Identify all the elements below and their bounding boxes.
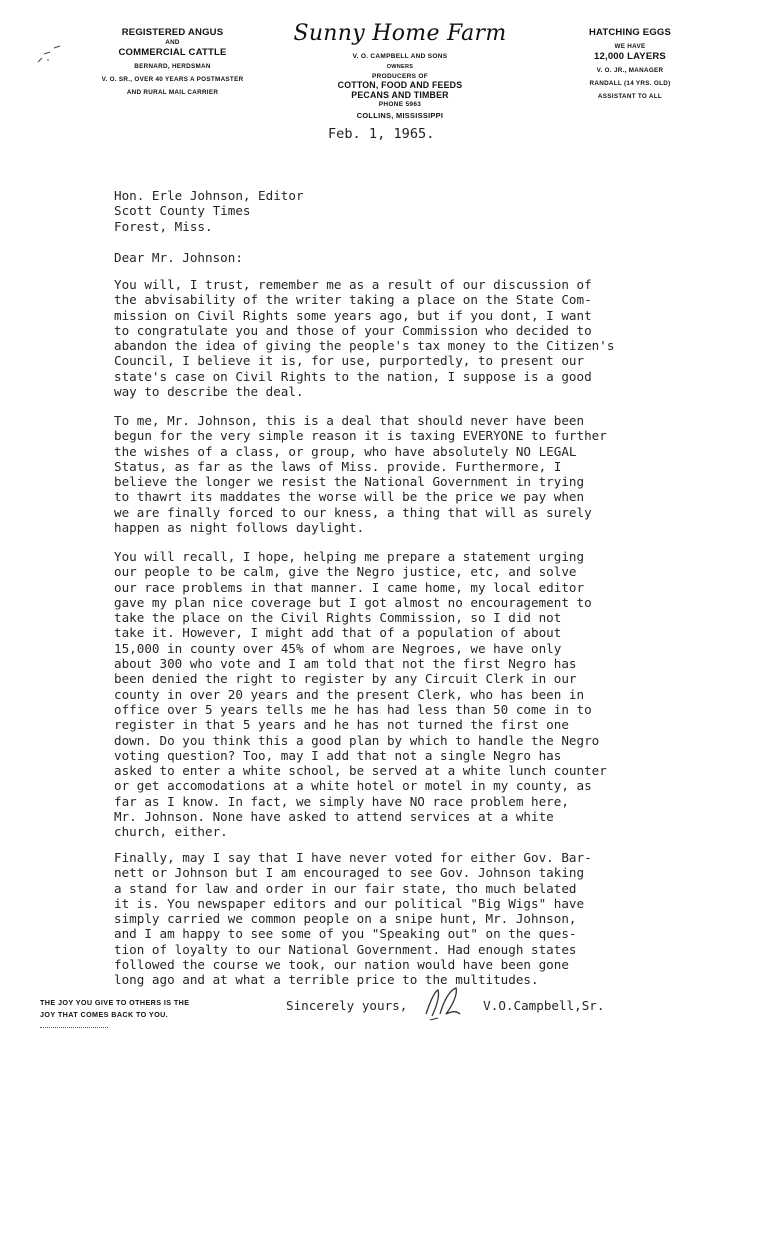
paragraph-2: To me, Mr. Johnson, this is a deal that should never have been begun for the very simple reason it is taxing EVERYONE to further the wishes of a class, or group, who have absolutely NO LEGAL Status, as far as the laws of Miss. provide. Furthermore, I believe the longer we resist the National Government in trying to thawrt its maddates the worse will be the price we pay when we are finally forced to our kness, a thing that will as surely happen as night follows daylight. <box>114 413 607 536</box>
letterhead-left-line5: V. O. SR., OVER 40 YEARS A POSTMASTER <box>101 76 244 83</box>
products-line2: PECANS AND TIMBER <box>351 89 449 100</box>
letterhead-right-line3: 12,000 LAYERS <box>594 51 666 62</box>
paragraph-3: You will recall, I hope, helping me prepare a statement urging our people to be calm, give the Negro justice, etc, and solve our race problems in that manner. I came home, my local editor gave my plan nice coverage but I got almost no encouragement to take the place on the Civil Rights Commission, so I did not take it. However, I might add that of a population of about 15,000 in county over 45% of whom are Negroes, we have only about 300 who vote and I am told that not the first Negro has been denied the right to register by any Circuit Clerk in our county in over 20 years and the present Clerk, who has been in office over 5 years tells me he has had less than 50 come in to register in that 5 years and he has not turned the first one down. Do you think this a good plan by which to handle the Negro voting question? Too, may I add that not a single Negro has asked to enter a white school, be served at a white lunch counter or get accomodations at a white hotel or motel in my county, as far as I know. In fact, we simply have NO race problem here, Mr. Johnson. None have asked to attend services at a white church, either. <box>114 549 607 840</box>
closing-line <box>286 998 706 1013</box>
paragraph-1: You will, I trust, remember me as a result of our discussion of the abvisability of the writer taking a place on the State Com- mission on Civil Rights some years ago, but if you dont, I want to congratulate you and those of your Commission who decided to abandon the idea of giving the people's tax money to the Citizen's Council, I believe it is, for use, purportedly, to present our state's case on Civil Rights to the nation, I suppose is a good way to describe the deal. <box>114 277 615 400</box>
stray-mark-icon <box>30 40 70 70</box>
farm-name: Sunny Home Farm <box>293 21 507 46</box>
owners-line: V. O. CAMPBELL AND SONS <box>352 53 448 60</box>
phone-number: PHONE 5963 <box>378 101 422 108</box>
salutation: Dear Mr. Johnson: <box>114 250 243 265</box>
closing-text: Sincerely yours, <box>286 998 408 1013</box>
letterhead-right-line6: ASSISTANT TO ALL <box>597 93 663 100</box>
letterhead-left-line2: AND <box>165 39 180 46</box>
city-line: COLLINS, MISSISSIPPI <box>356 111 444 120</box>
paragraph-4: Finally, may I say that I have never voted for either Gov. Bar- nett or Johnson but I am encouraged to see Gov. Johnson taking a stand for law and order in our fair state, tho much belated it is. You newspaper editors and our political "Big Wigs" have simply carried we common people on a snipe hunt, Mr. Johnson, and I am happy to see some of you "Speaking out" on the ques- tion of loyalty to our National Government. Had enough states followed the course we took, our nation would have been gone long ago and at what a terrible price to the multitudes. <box>114 850 592 988</box>
recipient-address: Hon. Erle Johnson, Editor Scott County Times Forest, Miss. <box>114 188 304 234</box>
letter-date: Feb. 1, 1965. <box>328 126 435 142</box>
producers-label: PRODUCERS OF <box>372 73 428 80</box>
motto-line1: THE JOY YOU GIVE TO OTHERS IS THE <box>40 998 190 1007</box>
owners-label: OWNERS <box>386 64 414 70</box>
letterhead-left-line3: COMMERCIAL CATTLE <box>118 47 227 58</box>
letterhead-center <box>280 20 520 120</box>
motto-line2: JOY THAT COMES BACK TO YOU. <box>40 1010 169 1019</box>
footer-motto <box>40 997 250 1021</box>
letterhead-right-line4: V. O. JR., MANAGER <box>596 67 664 74</box>
products-line1: COTTON, FOOD AND FEEDS <box>337 80 463 90</box>
letterhead-right-line5: RANDALL (14 YRS. OLD) <box>589 80 671 87</box>
signature-name: V.O.Campbell,Sr. <box>483 998 605 1013</box>
footer-divider <box>40 1027 108 1028</box>
handwritten-initials-icon <box>420 984 466 1024</box>
letterhead-right-line2: WE HAVE <box>614 43 646 50</box>
letterhead-left-line1: REGISTERED ANGUS <box>121 27 224 38</box>
letterhead-left-line4: BERNARD, HERDSMAN <box>134 63 211 70</box>
letterhead-left <box>70 27 275 97</box>
letterhead-left-line6: AND RURAL MAIL CARRIER <box>126 89 219 96</box>
letterhead-right <box>545 27 715 101</box>
letterhead-right-line1: HATCHING EGGS <box>588 27 672 38</box>
